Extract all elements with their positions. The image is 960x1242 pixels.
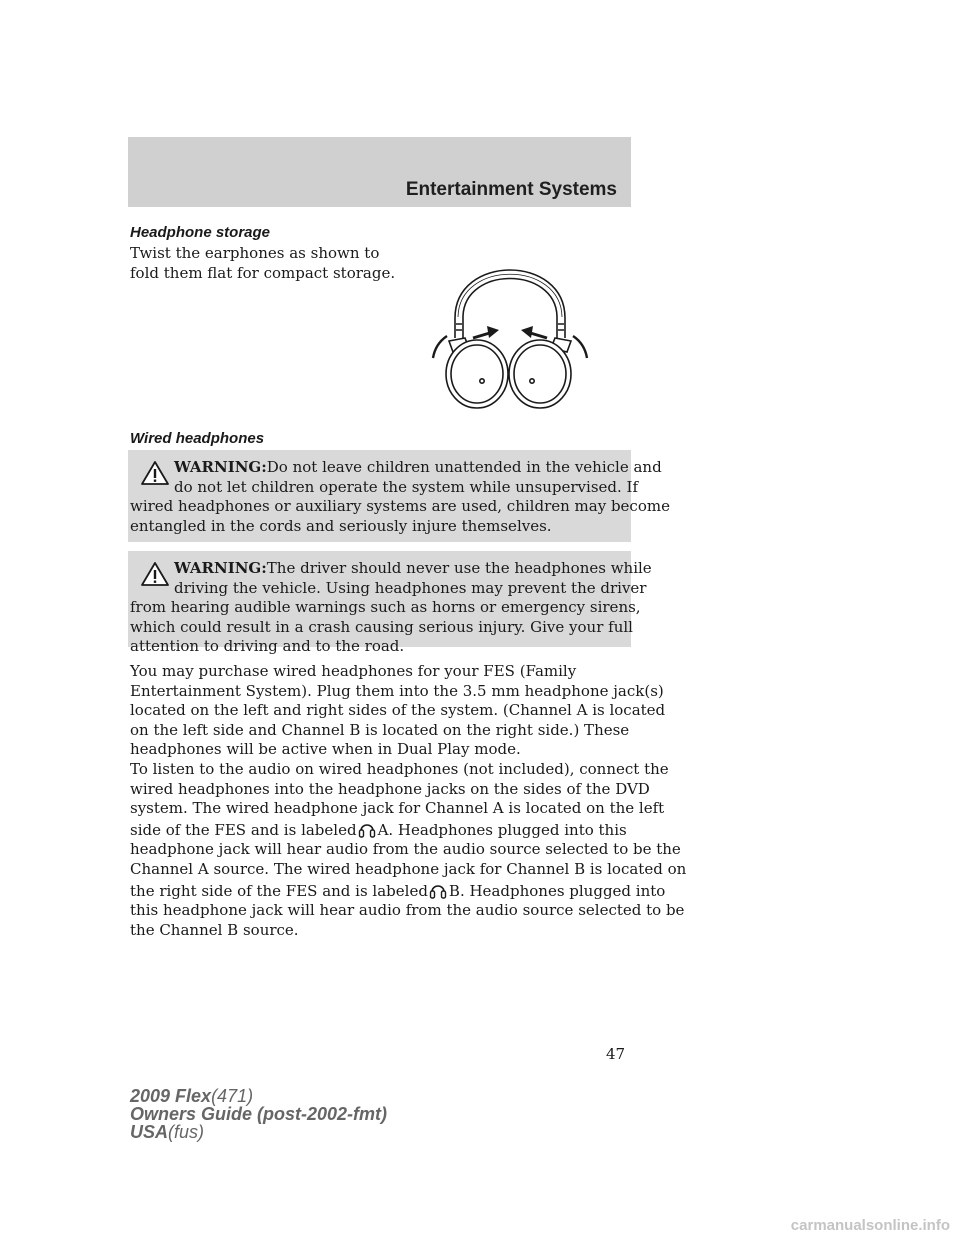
warning-box-children: WARNING:Do not leave children unattended in the vehicle and do not let children operate the system while unsupervised. If wired headphones or auxiliary systems are used, children may become entangled in the cords and seriously injure themselves. xyxy=(128,450,631,542)
paragraph-listen-audio: To listen to the audio on wired headphones (not included), connect the wired headphones into the headphone jacks on the sides of the DVD system. The wired headphone jack for Channel A is located on the left side of the FES and is labeled A. Headphones plugged into this headphone jack will hear audio from the audio source selected to be the Channel A source. The wired headphone jack for Channel B is located on the right side of the FES and is labeled B. Headphones plugged into this headphone jack will hear audio from the audio source selected to be the Channel B source. xyxy=(130,760,687,939)
page-number: 47 xyxy=(606,1045,626,1063)
section-title: Entertainment Systems xyxy=(405,179,617,200)
warning-label: WARNING: xyxy=(174,458,267,476)
paragraph-purchase-headphones: You may purchase wired headphones for your FES (Family Entertainment System). Plug them into the 3.5 mm headphone jack(s) located on the left and right sides of the system. (Channel A is located on the left side and Channel B is located on the right side.) These headphones will be active when in Dual Play mode. xyxy=(130,662,666,759)
heading-wired-headphones: Wired headphones xyxy=(130,430,265,447)
site-watermark: carmanualsonline.info xyxy=(790,1217,950,1234)
headphones-folding-illustration xyxy=(425,246,595,420)
section-header-bar xyxy=(128,137,631,207)
heading-headphone-storage: Headphone storage xyxy=(130,224,271,241)
document-footer: 2009 Flex(471) Owners Guide (post-2002-fmt) USA(fus) xyxy=(130,1086,388,1142)
warning-box-driver: WARNING:The driver should never use the headphones while driving the vehicle. Using headphones may prevent the driver from hearing audible warnings such as horns or emergency sirens, which could result in a crash causing serious injury. Give your full attention to driving and to the road. xyxy=(128,551,631,647)
headphone-icon xyxy=(358,819,376,839)
storage-paragraph: Twist the earphones as shown to fold them flat for compact storage. xyxy=(130,244,396,282)
headphone-icon xyxy=(429,880,447,900)
warning-label: WARNING: xyxy=(174,559,267,577)
